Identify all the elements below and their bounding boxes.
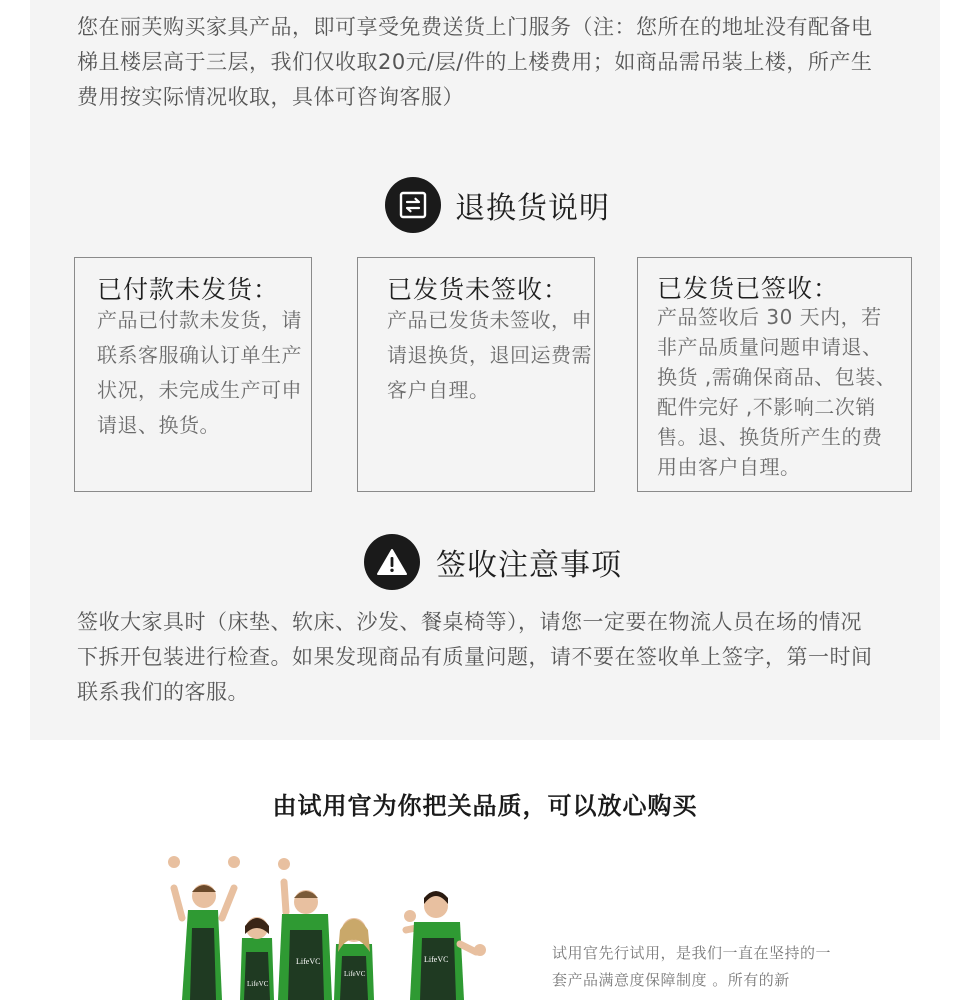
returns-title: 退换货说明 — [455, 191, 610, 226]
trial-officers-photo — [160, 848, 500, 1000]
card-body: 产品已付款未发货，请联系客服确认订单生产状况，未完成生产可申请退、换货。 — [97, 308, 302, 437]
person-4 — [334, 918, 374, 1000]
person-1 — [168, 856, 240, 1000]
return-card-shipped-not-received — [357, 257, 595, 492]
notice-text: 签收大家具时（床垫、软床、沙发、餐桌椅等），请您一定要在物流人员在场的情况下拆开包装进行检查。如果发现商品有质量问题，请不要在签收单上签字，第一时间联系我们的客服。 — [77, 610, 873, 704]
apron-logo: LifeVC — [344, 970, 366, 978]
notice-title: 签收注意事项 — [436, 548, 622, 583]
delivery-text: 您在丽芙购买家具产品，即可享受免费送货上门服务（注：您所在的地址没有配备电梯且楼层高于三层，我们仅收取20元/层/件的上楼费用；如商品需吊装上楼，所产生费用按实际情况收取，具体可咨询客服） — [77, 15, 873, 109]
card-title: 已付款未发货： — [97, 275, 280, 304]
return-card-shipped-received — [637, 257, 912, 492]
trial-officer-title: 由试用官为你把关品质，可以放心购买 — [272, 792, 698, 820]
card-body: 产品已发货未签收，申请退换货，退回运费需客户自理。 — [387, 308, 592, 402]
exchange-icon — [385, 177, 441, 233]
apron-logo: LifeVC — [296, 957, 321, 966]
card-body: 产品签收后 30 天内，若非产品质量问题申请退、换货 ,需确保商品、包装、配件完好 ,不影响二次销售。退、换货所产生的费用由客户自理。 — [657, 305, 897, 479]
person-3 — [278, 858, 332, 1000]
return-card-paid-not-shipped — [74, 257, 312, 492]
notice-section-title — [364, 534, 622, 590]
trial-intro-text: 试用官先行试用，是我们一直在坚持的一套产品满意度保障制度 。所有的新 — [552, 944, 832, 989]
person-5 — [404, 891, 486, 1000]
apron-logo: LifeVC — [424, 955, 449, 964]
person-2 — [240, 917, 274, 1000]
returns-section-title — [385, 177, 610, 233]
card-title: 已发货已签收： — [657, 274, 840, 303]
card-title: 已发货未签收： — [387, 275, 570, 304]
warning-icon — [364, 534, 420, 590]
apron-logo: LifeVC — [247, 980, 269, 988]
